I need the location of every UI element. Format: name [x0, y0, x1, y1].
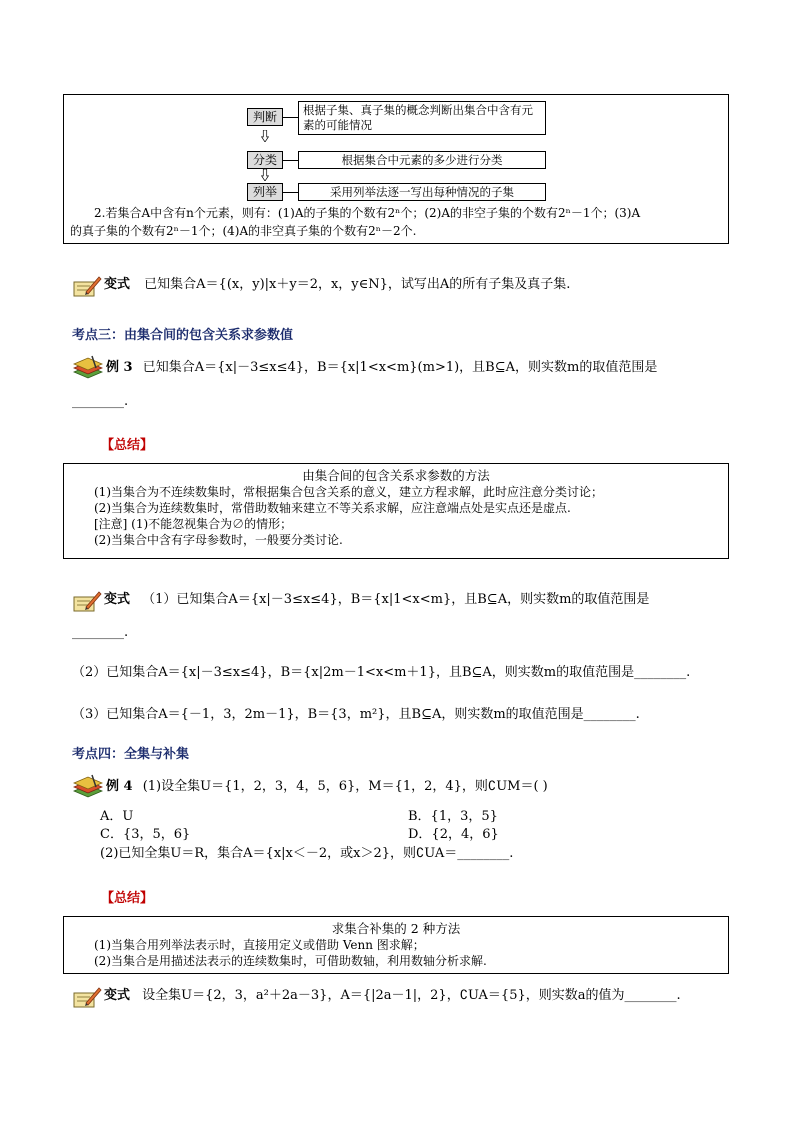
example4-option-a: A．U	[100, 809, 134, 824]
variant2-q1	[104, 591, 649, 609]
variant3-label: 变式	[104, 988, 131, 1003]
flow-step-classify-label: 分类	[247, 151, 283, 169]
section3-title: 考点三：由集合间的包含关系求参数值	[72, 328, 294, 343]
flow-step-classify-desc-text: 根据集合中元素的多少进行分类	[341, 153, 503, 167]
summary1-line1: (1)当集合为不连续数集时，常根据集合包含关系的意义，建立方程求解，此时应注意分类讨论；	[94, 485, 604, 499]
summary1-line3: [注意] (1)不能忽视集合为∅的情形；	[94, 517, 293, 531]
summary2-title: 求集合补集的 2 种方法	[331, 921, 461, 936]
flow-step-judge-label: 判断	[247, 108, 283, 126]
variant1	[104, 276, 570, 294]
flowchart-note-line1: 2.若集合A中含有n个元素，则有：(1)A的子集的个数有2ⁿ个；(2)A的非空子集的个数有2ⁿ－1个；(3)A	[94, 206, 641, 220]
summary1-line4: (2)当集合中含有字母参数时，一般要分类讨论.	[94, 533, 343, 547]
example4-option-c: C．{3，5，6}	[100, 827, 191, 842]
pencil-note-icon	[72, 274, 102, 298]
pencil-note-icon	[72, 589, 102, 613]
variant1-text: 已知集合A＝{(x，y)|x＋y＝2，x，y∈N}，试写出A的所有子集及真子集.	[144, 277, 571, 292]
books-icon	[72, 773, 104, 799]
flow-step-list-desc	[298, 183, 546, 201]
variant2-q3: （3）已知集合A＝{－1，3，2m－1}，B＝{3，m²}，且B⊆A，则实数m的取值范围是________.	[72, 707, 640, 722]
flow-step-list-label: 列举	[247, 183, 283, 201]
section4-title: 考点四：全集与补集	[72, 747, 190, 762]
example4-part2: (2)已知全集U＝R，集合A＝{x|x＜－2，或x＞2}，则∁UA＝________.	[100, 846, 514, 861]
variant3	[104, 987, 681, 1005]
summary1-title: 由集合间的包含关系求参数的方法	[302, 468, 490, 483]
variant1-label: 变式	[104, 277, 131, 292]
summary2-line2: (2)当集合是用描述法表示的连续数集时，可借助数轴，利用数轴分析求解.	[94, 954, 487, 968]
example3-label: 例 3	[106, 360, 133, 375]
summary2-box	[63, 916, 729, 974]
summary1-line2: (2)当集合为连续数集时，常借助数轴来建立不等关系求解，应注意端点处是实点还是虚点.	[94, 501, 571, 515]
flow-step-classify-desc	[298, 151, 546, 169]
variant2-label: 变式	[104, 592, 131, 607]
summary1-box	[63, 463, 729, 559]
summary1-tag: 【总结】	[101, 438, 154, 453]
flow-step-judge-desc-line1: 根据子集、真子集的概念判断出集合中含有元	[303, 103, 533, 117]
variant3-text: 设全集U＝{2，3，a²＋2a－3}，A＝{|2a－1|，2}，∁UA＝{5}，则实数a的值为________.	[142, 988, 681, 1003]
flow-step-judge-desc-line2: 素的可能情况	[303, 118, 372, 132]
example4-option-d: D．{2，4，6}	[408, 827, 499, 842]
example3-blank: ________.	[72, 394, 129, 409]
example3	[106, 359, 657, 377]
summary2-tag: 【总结】	[101, 891, 154, 906]
example4-text: (1)设全集U＝{1，2，3，4，5，6}，M＝{1，2，4}，则∁UM＝( )	[142, 779, 548, 794]
flow-step-list-desc-text: 采用列举法逐一写出每种情况的子集	[330, 185, 514, 199]
flow-step-judge-desc	[298, 101, 546, 135]
example4-label: 例 4	[106, 779, 133, 794]
down-arrow-icon	[261, 130, 269, 142]
variant2-q1-text: （1）已知集合A＝{x|－3≤x≤4}，B＝{x|1<x<m}，且B⊆A，则实数m的取值范围是	[142, 592, 650, 607]
flow-connector	[283, 117, 298, 118]
down-arrow-icon	[261, 169, 269, 181]
example4	[106, 778, 548, 796]
example3-text: 已知集合A＝{x|－3≤x≤4}，B＝{x|1<x<m}(m>1)，且B⊆A，则实数m的取值范围是	[142, 360, 658, 375]
flowchart-note-line2: 的真子集的个数有2ⁿ－1个；(4)A的非空真子集的个数有2ⁿ－2个.	[70, 224, 417, 238]
example4-option-b: B．{1，3，5}	[408, 809, 498, 824]
variant2-q1-blank: ________.	[72, 625, 129, 640]
summary2-line1: (1)当集合用列举法表示时，直接用定义或借助 Venn 图求解；	[94, 938, 425, 952]
books-icon	[72, 354, 104, 380]
pencil-note-icon	[72, 985, 102, 1009]
flow-connector	[283, 160, 298, 161]
flow-connector	[283, 192, 298, 193]
variant2-q2: （2）已知集合A＝{x|－3≤x≤4}，B＝{x|2m－1<x<m＋1}，且B⊆A，则实数m的取值范围是________.	[72, 665, 691, 680]
